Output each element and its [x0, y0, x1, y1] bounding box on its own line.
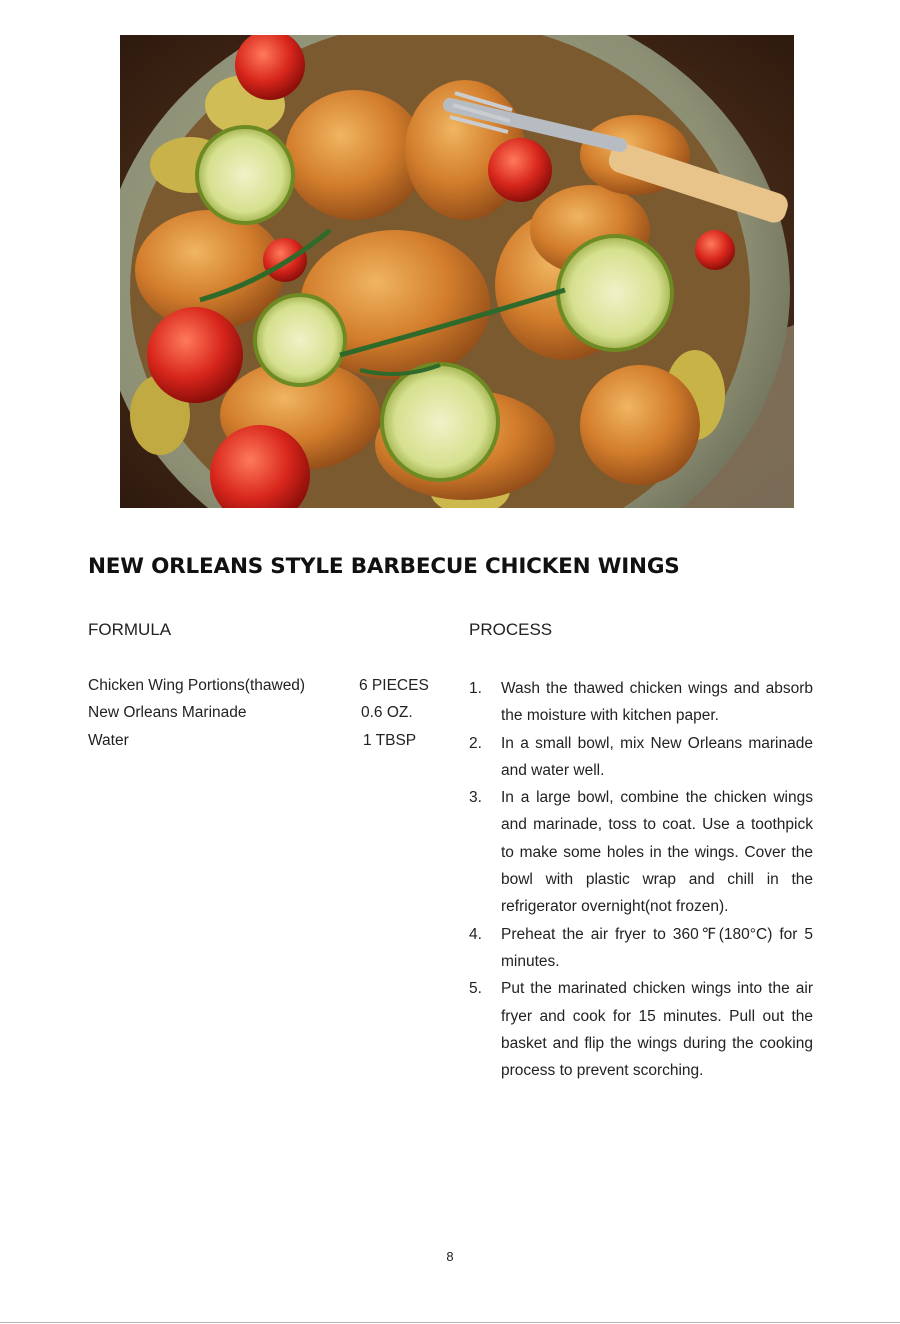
- process-steps: [469, 675, 813, 1084]
- process-step: [469, 675, 813, 730]
- chicken-wings-pan-illustration: [120, 35, 794, 508]
- ingredient-row: [88, 675, 448, 702]
- page-number: 8: [446, 1249, 454, 1264]
- step-text: In a large bowl, combine the chicken wings and marinade, toss to coat. Use a toothpick to make some holes in the wings. Cover the bowl with plastic wrap and chill in the refrigerator overnight(not frozen).: [501, 789, 813, 916]
- ingredient-quantity: 1 TBSP: [363, 731, 417, 749]
- step-number: 2.: [469, 734, 482, 752]
- step-number: 5.: [469, 980, 482, 998]
- step-text: Wash the thawed chicken wings and absorb the moisture with kitchen paper.: [501, 680, 813, 725]
- step-number: 3.: [469, 789, 482, 807]
- process-step: [469, 784, 813, 920]
- ingredient-name: Water: [88, 731, 129, 749]
- ingredient-quantity: 6 PIECES: [359, 677, 429, 694]
- ingredient-name: Chicken Wing Portions(thawed): [88, 677, 306, 694]
- ingredient-row: [88, 702, 448, 729]
- step-text: Put the marinated chicken wings into the air fryer and cook for 15 minutes. Pull out the basket and flip the wings during the cooking process to prevent scorching.: [501, 980, 813, 1080]
- step-number: 1.: [469, 680, 482, 697]
- process-step: [469, 730, 813, 785]
- recipe-title: NEW ORLEANS STYLE BARBECUE CHICKEN WINGS: [88, 554, 680, 579]
- ingredient-name: New Orleans Marinade: [88, 704, 247, 722]
- step-number: 4.: [469, 925, 482, 943]
- ingredient-list: [88, 675, 448, 757]
- recipe-photo: [120, 35, 794, 508]
- formula-heading: FORMULA: [88, 620, 172, 639]
- step-text: Preheat the air fryer to 360℉(180°C) for 5 minutes.: [501, 925, 813, 970]
- process-step: [469, 975, 813, 1084]
- page-bottom-divider: [0, 1322, 900, 1323]
- ingredient-row: [88, 730, 448, 757]
- process-heading: PROCESS: [469, 620, 553, 639]
- step-text: In a small bowl, mix New Orleans marinade and water well.: [501, 734, 813, 779]
- ingredient-quantity: 0.6 OZ.: [361, 704, 413, 722]
- process-step: [469, 921, 813, 976]
